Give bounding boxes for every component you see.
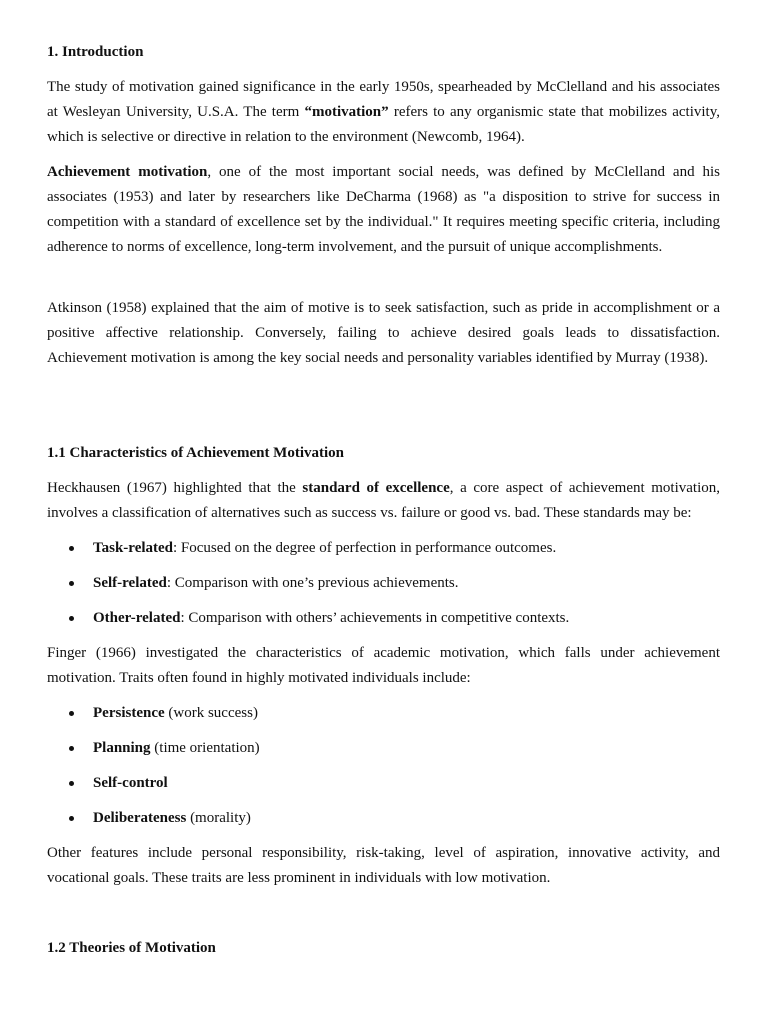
list-item	[47, 573, 720, 608]
list-item-term: Planning	[93, 740, 151, 756]
list-item-term: Other-related	[93, 610, 181, 626]
list-item-term: Deliberateness	[93, 810, 187, 826]
bullet-icon	[69, 711, 74, 716]
paragraph-intro-2	[47, 160, 720, 260]
text-run: Heckhausen (1967) highlighted that the	[47, 480, 303, 496]
paragraph-characteristics-3: Other features include personal responsibility, risk-taking, level of aspiration, innovative activity, and vocational goals. These traits are less prominent in individuals with low motivation.	[47, 845, 720, 886]
list-item-term: Self-control	[93, 775, 168, 791]
list-item	[47, 608, 720, 643]
bullet-icon	[69, 746, 74, 751]
list-item	[47, 773, 720, 808]
text-run: refers to any organismic state that mobilizes activity, which is selective or directive in relation to the environment (Newcomb, 1964).	[47, 104, 720, 145]
text-run: , a core aspect of achievement motivation, involves a classification of alternatives such as success vs. failure or good vs. bad. These standards may be:	[47, 480, 721, 521]
bold-term-standard: standard of excellence	[302, 480, 450, 496]
standards-list	[47, 538, 720, 643]
bullet-icon	[69, 781, 74, 786]
list-item	[47, 703, 720, 738]
list-item-term: Self-related	[93, 575, 167, 591]
heading-theories: 1.2 Theories of Motivation	[47, 940, 216, 956]
bullet-icon	[69, 816, 74, 821]
traits-list	[47, 703, 720, 843]
text-run: , one of the most important social needs, was defined by McClelland and his associates (1953) and later by researchers like DeCharma (1968) as "a disposition to strive for success in competition with a standard of excellence set by the individual." It requires meeting specific criteria, including adherence to norms of excellence, long-term involvement, and the pursuit of unique accomplishments.	[47, 164, 720, 255]
bullet-icon	[69, 581, 74, 586]
list-item	[47, 808, 720, 843]
paragraph-intro-3: Atkinson (1958) explained that the aim of motive is to seek satisfaction, such as pride in accomplishment or a positive affective relationship. Conversely, failing to achieve desired goals leads to dissatisfaction. Achievement motivation is among the key social needs and personality variables identified by Murray (1938).	[47, 300, 720, 366]
bullet-icon	[69, 616, 74, 621]
list-item-desc: (work success)	[164, 705, 258, 721]
list-item-desc: : Focused on the degree of perfection in performance outcomes.	[173, 540, 557, 556]
paragraph-characteristics-1	[47, 476, 720, 526]
list-item-term: Persistence	[93, 705, 165, 721]
list-item	[47, 538, 720, 573]
bullet-icon	[69, 546, 74, 551]
bold-term-achievement-motivation: Achievement motivation	[47, 164, 208, 180]
list-item-desc: (time orientation)	[150, 740, 260, 756]
paragraph-intro-1	[47, 75, 720, 150]
heading-characteristics: 1.1 Characteristics of Achievement Motivation	[47, 445, 345, 461]
list-item	[47, 738, 720, 773]
paragraph-characteristics-2: Finger (1966) investigated the characteristics of academic motivation, which falls under achievement motivation. Traits often found in highly motivated individuals include:	[47, 645, 720, 686]
bold-term-motivation: “motivation”	[304, 104, 389, 120]
text-run: The study of motivation gained significance in the early 1950s, spearheaded by McClelland and his associates at Wesleyan University, U.S.A. The term	[47, 79, 720, 120]
list-item-term: Task-related	[93, 540, 174, 556]
list-item-desc: (morality)	[186, 810, 251, 826]
list-item-desc: : Comparison with one’s previous achievements.	[166, 575, 459, 591]
heading-introduction: 1. Introduction	[47, 44, 144, 60]
list-item-desc: : Comparison with others’ achievements in competitive contexts.	[180, 610, 570, 626]
